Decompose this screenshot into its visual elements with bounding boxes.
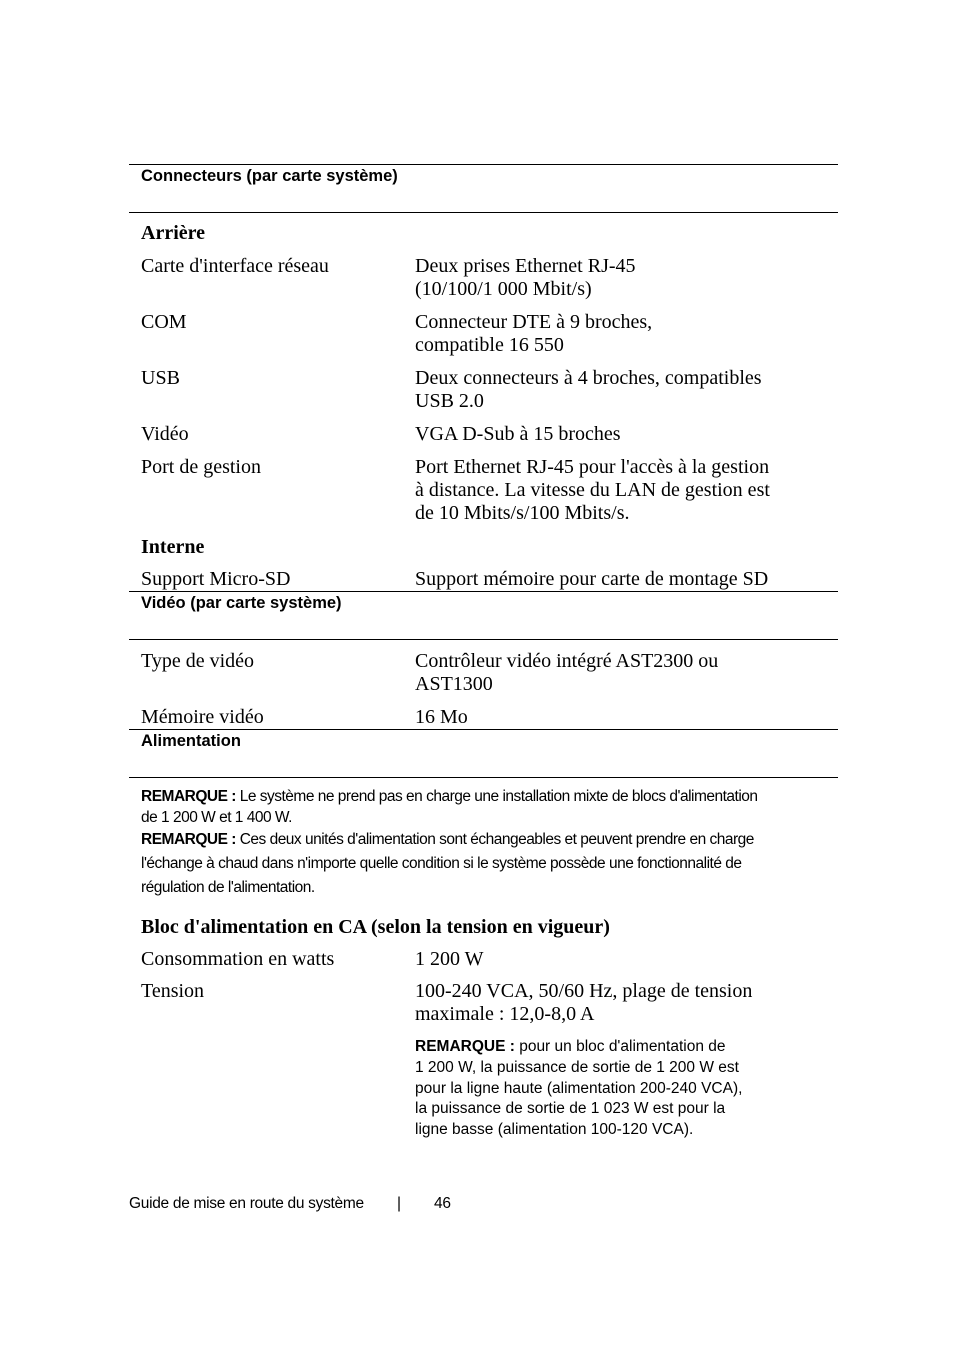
note-text: ligne basse (alimentation 100-120 VCA). xyxy=(415,1121,694,1139)
note-text: Ces deux unités d'alimentation sont échangeables et peuvent prendre en charge xyxy=(235,831,754,848)
row-value-video-memory: 16 Mo xyxy=(415,706,468,728)
row-label-voltage: Tension xyxy=(141,980,205,1002)
note-label: REMARQUE : xyxy=(141,788,236,805)
note-mixed-psu xyxy=(141,786,831,828)
note-text: pour la ligne haute (alimentation 200-240 VCA), xyxy=(415,1079,743,1097)
row-label-management-port: Port de gestion xyxy=(141,456,261,478)
note-text: l'échange à chaud dans n'importe quelle condition si le système possède une fonctionnalité de xyxy=(141,855,742,872)
subheading-internal: Interne xyxy=(141,536,205,558)
row-value-com: Connecteur DTE à 9 broches, compatible 16 550 xyxy=(415,311,653,356)
row-label-video-memory: Mémoire vidéo xyxy=(141,706,264,728)
row-label-video: Vidéo xyxy=(141,423,189,445)
footer-separator: | xyxy=(397,1195,401,1212)
rule-video-header-bottom xyxy=(129,639,838,640)
row-value-nic: Deux prises Ethernet RJ-45 (10/100/1 000 Mbit/s) xyxy=(415,255,636,300)
row-label-video-type: Type de vidéo xyxy=(141,650,255,672)
row-value-management-port: Port Ethernet RJ-45 pour l'accès à la gestion à distance. La vitesse du LAN de gestion est de 10 Mbits/s/100 Mbits/s. xyxy=(415,456,770,524)
row-label-micro-sd: Support Micro-SD xyxy=(141,568,291,590)
row-label-com: COM xyxy=(141,311,187,333)
row-value-wattage: 1 200 W xyxy=(415,948,484,970)
row-value-video-type: Contrôleur vidéo intégré AST2300 ou AST1300 xyxy=(415,650,719,695)
rule-connectors-top xyxy=(129,164,838,165)
rule-power-header-bottom xyxy=(129,777,838,778)
note-power-output xyxy=(415,1037,815,1141)
note-text: 1 200 W, la puissance de sortie de 1 200 W est xyxy=(415,1058,739,1076)
section-title-power: Alimentation xyxy=(141,732,241,750)
note-text: régulation de l'alimentation. xyxy=(141,879,315,896)
footer-guide-title: Guide de mise en route du système xyxy=(129,1195,364,1212)
row-label-nic: Carte d'interface réseau xyxy=(141,255,329,277)
footer-page-number: 46 xyxy=(434,1195,451,1212)
rule-video-top xyxy=(129,591,838,592)
note-text: la puissance de sortie de 1 023 W est pour la xyxy=(415,1100,726,1118)
row-value-video: VGA D-Sub à 15 broches xyxy=(415,423,621,445)
subheading-rear: Arrière xyxy=(141,222,206,244)
row-value-usb: Deux connecteurs à 4 broches, compatibles USB 2.0 xyxy=(415,367,762,412)
row-value-voltage: 100-240 VCA, 50/60 Hz, plage de tension maximale : 12,0-8,0 A xyxy=(415,980,753,1025)
note-hot-swap xyxy=(141,828,831,900)
subheading-ac-psu: Bloc d'alimentation en CA (selon la tension en vigueur) xyxy=(141,916,610,938)
rule-power-top xyxy=(129,729,838,730)
note-text: de 1 200 W et 1 400 W. xyxy=(141,809,292,826)
note-text: Le système ne prend pas en charge une installation mixte de blocs d'alimentation xyxy=(235,788,758,805)
rule-connectors-header-bottom xyxy=(129,212,838,213)
row-label-wattage: Consommation en watts xyxy=(141,948,335,970)
note-text: pour un bloc d'alimentation de xyxy=(514,1038,726,1055)
row-value-micro-sd: Support mémoire pour carte de montage SD xyxy=(415,568,769,590)
section-title-video: Vidéo (par carte système) xyxy=(141,594,342,612)
note-label: REMARQUE : xyxy=(141,831,236,848)
row-label-usb: USB xyxy=(141,367,180,389)
note-label: REMARQUE : xyxy=(415,1038,515,1055)
section-title-connectors: Connecteurs (par carte système) xyxy=(141,167,398,185)
